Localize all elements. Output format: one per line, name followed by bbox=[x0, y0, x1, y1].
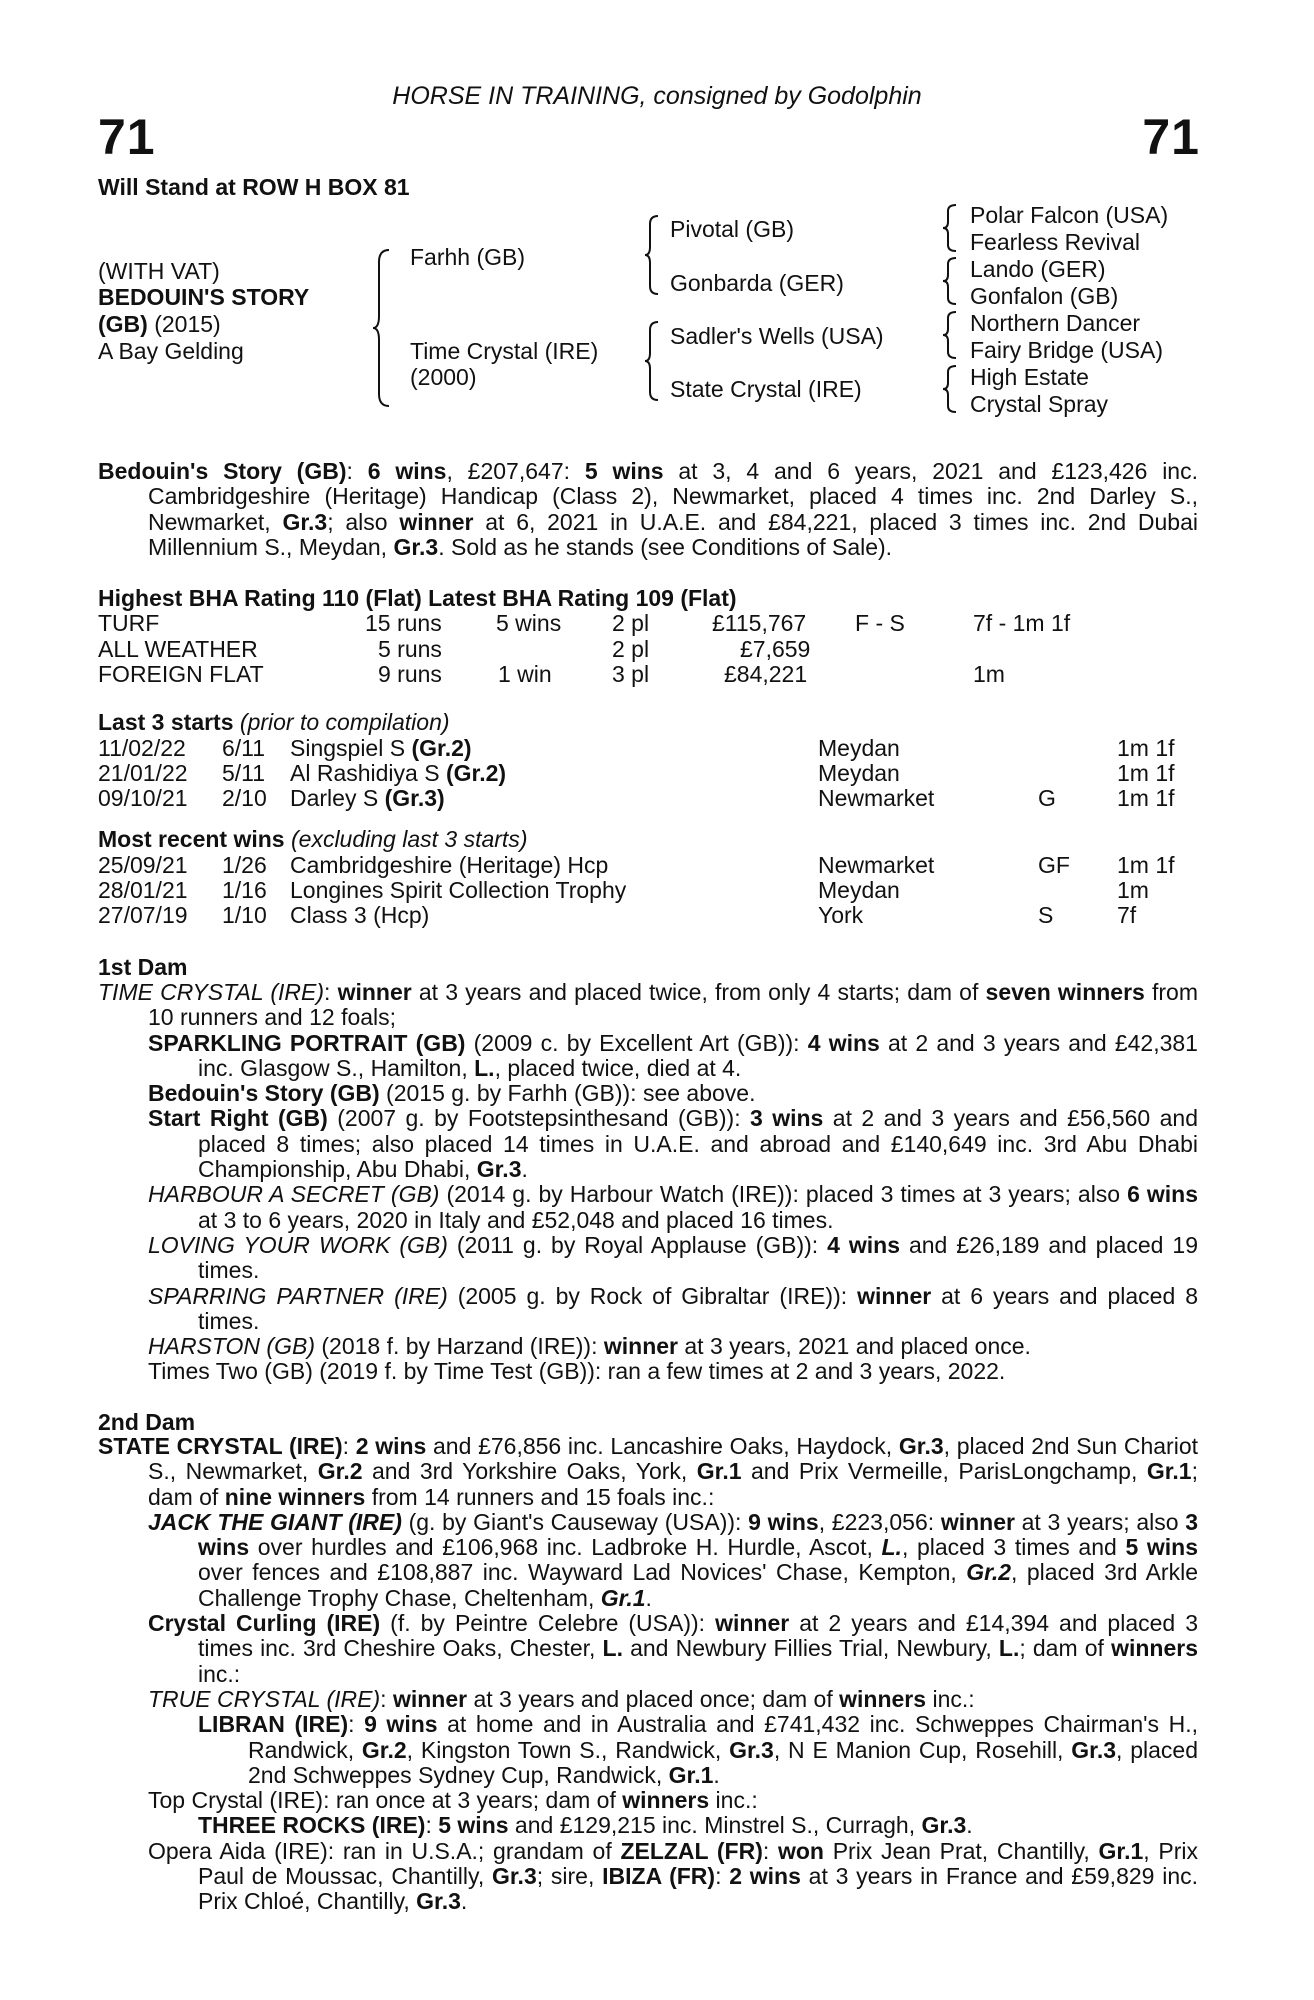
text: from 10 runners and 12 foals; bbox=[148, 979, 1198, 1031]
text-bold: Gr.3 bbox=[921, 1812, 967, 1839]
progeny-name: TRUE CRYSTAL (IRE) bbox=[148, 1685, 381, 1712]
text-bold: Gr.1 bbox=[1146, 1458, 1192, 1485]
text: (g. by Giant's Causeway (USA)): bbox=[401, 1508, 749, 1535]
pedigree-dds: High Estate bbox=[970, 364, 1089, 390]
summary-wins: 5 wins bbox=[584, 458, 664, 484]
last3-subtitle: (prior to compilation) bbox=[239, 709, 450, 735]
summary-grade: Gr.3 bbox=[393, 533, 439, 560]
recent-distance: 7f bbox=[1117, 902, 1137, 928]
recent-position: 1/10 bbox=[222, 902, 267, 928]
text-bold: winners bbox=[1111, 1635, 1198, 1662]
lot-number-right: 71 bbox=[1142, 109, 1200, 165]
progeny-entry bbox=[148, 1106, 1198, 1182]
text-bold: L. bbox=[474, 1054, 495, 1081]
summary-text: , £207,647: bbox=[446, 458, 585, 484]
recent-position: 1/16 bbox=[222, 877, 267, 903]
text: : bbox=[342, 1433, 356, 1459]
recent-course: Meydan bbox=[818, 877, 900, 903]
progeny-name: Crystal Curling (IRE) bbox=[148, 1610, 381, 1637]
text-bold: L. bbox=[881, 1534, 902, 1561]
text: (2014 g. by Harbour Watch (IRE)): placed 3 times at 3 years; also bbox=[439, 1181, 1128, 1208]
text: , placed twice, died at 4. bbox=[494, 1054, 742, 1081]
last3-race-grade: (Gr.2) bbox=[445, 760, 507, 786]
text: and Newbury Fillies Trial, Newbury, bbox=[622, 1635, 999, 1662]
last3-course: Newmarket bbox=[818, 785, 935, 811]
pedigree-ds: Sadler's Wells (USA) bbox=[670, 323, 884, 349]
text: at 2 years and £14,394 and placed 3 times inc. 3rd Cheshire Oaks, Chester, bbox=[198, 1610, 1198, 1662]
text: ; dam of bbox=[1019, 1635, 1112, 1662]
text: inc.: bbox=[198, 1660, 241, 1687]
text: : bbox=[324, 979, 338, 1005]
second-dam-intro bbox=[98, 1434, 1198, 1510]
recent-distance: 1m bbox=[1117, 877, 1149, 903]
ratings-placed: 2 pl bbox=[612, 636, 650, 662]
last3-race bbox=[290, 735, 472, 762]
summary-text: ; also bbox=[327, 508, 400, 535]
text-bold: 4 wins bbox=[807, 1029, 880, 1056]
text-bold: Gr.3 bbox=[476, 1156, 522, 1183]
pedigree-brace-3c bbox=[942, 310, 958, 360]
ratings-wins: 5 wins bbox=[496, 610, 562, 636]
recent-heading bbox=[98, 826, 527, 853]
horse-name: BEDOUIN'S STORY bbox=[98, 284, 310, 310]
first-dam-intro bbox=[98, 980, 1198, 1031]
progeny-entry bbox=[148, 1284, 1198, 1335]
text: , Kingston Town S., Randwick, bbox=[406, 1736, 730, 1763]
text-bold: winner bbox=[603, 1333, 678, 1360]
text: at 3 years, 2021 and placed once. bbox=[678, 1333, 1031, 1360]
recent-race: Cambridgeshire (Heritage) Hcp bbox=[290, 852, 609, 878]
ratings-placed: 3 pl bbox=[612, 661, 650, 687]
text-bold: winner bbox=[857, 1282, 932, 1309]
text: over fences and £108,887 inc. Wayward Lad Novices' Chase, Kempton, bbox=[198, 1559, 967, 1586]
text: : bbox=[348, 1711, 365, 1738]
recent-race: Class 3 (Hcp) bbox=[290, 902, 430, 928]
text-bold: Gr.3 bbox=[729, 1736, 774, 1763]
progeny-entry bbox=[148, 1182, 1198, 1233]
progeny-name: LOVING YOUR WORK (GB) bbox=[148, 1231, 448, 1258]
recent-subtitle: (excluding last 3 starts) bbox=[291, 826, 528, 852]
recent-date: 25/09/21 bbox=[98, 852, 188, 878]
progeny-entry bbox=[148, 1081, 1198, 1106]
recent-position: 1/26 bbox=[222, 852, 267, 878]
last3-title: Last 3 starts bbox=[98, 709, 234, 735]
recent-distance: 1m 1f bbox=[1117, 852, 1175, 878]
last3-heading bbox=[98, 709, 450, 736]
last3-course: Meydan bbox=[818, 760, 900, 786]
progeny-entry bbox=[148, 1687, 1198, 1712]
text-bold: 3 wins bbox=[750, 1105, 824, 1132]
text-bold: IBIZA (FR) bbox=[602, 1863, 716, 1890]
horse-country-year bbox=[98, 311, 221, 338]
text: . bbox=[713, 1761, 720, 1788]
pedigree-ss: Pivotal (GB) bbox=[670, 216, 794, 242]
text: , placed 3 times and bbox=[901, 1534, 1126, 1561]
progeny-name: Start Right (GB) bbox=[148, 1105, 328, 1132]
ratings-amount: £84,221 bbox=[724, 661, 808, 687]
text: and £129,215 inc. Minstrel S., Curragh, bbox=[508, 1812, 922, 1839]
text-bold: winners bbox=[839, 1685, 927, 1712]
last3-course: Meydan bbox=[818, 735, 900, 761]
last3-position: 2/10 bbox=[222, 785, 267, 811]
progeny-entry bbox=[148, 1611, 1198, 1687]
text: : bbox=[715, 1863, 730, 1890]
recent-course: York bbox=[818, 902, 864, 928]
progeny-name: JACK THE GIANT (IRE) bbox=[148, 1508, 402, 1535]
ratings-amount: £115,767 bbox=[712, 610, 807, 636]
text: at 3 years and placed once; dam of bbox=[467, 1685, 840, 1712]
text: . bbox=[521, 1156, 528, 1183]
text: ; sire, bbox=[536, 1863, 603, 1890]
pedigree-dsd: Fairy Bridge (USA) bbox=[970, 337, 1163, 363]
pedigree-dam: Time Crystal (IRE) bbox=[410, 338, 599, 364]
summary-name: Bedouin's Story (GB) bbox=[98, 458, 347, 484]
text-bold: winners bbox=[622, 1787, 710, 1814]
last3-position: 6/11 bbox=[222, 735, 266, 761]
last3-date: 09/10/21 bbox=[98, 785, 188, 811]
progeny-name: SPARRING PARTNER (IRE) bbox=[148, 1282, 448, 1309]
last3-distance: 1m 1f bbox=[1117, 785, 1175, 811]
recent-date: 27/07/19 bbox=[98, 902, 188, 928]
text: at home and in Australia and £741,432 inc. Schweppes Chairman's H., Randwick, bbox=[248, 1711, 1198, 1763]
pedigree-dss: Northern Dancer bbox=[970, 310, 1141, 336]
text: inc.: bbox=[926, 1685, 975, 1712]
progeny-entry bbox=[148, 1510, 1198, 1611]
last3-race bbox=[290, 760, 506, 787]
last3-race-name: Al Rashidiya S bbox=[290, 760, 446, 786]
progeny-name: HARBOUR A SECRET (GB) bbox=[148, 1181, 440, 1208]
last3-race-grade: (Gr.2) bbox=[411, 735, 472, 761]
last3-going: G bbox=[1038, 785, 1056, 811]
text: ; dam of bbox=[148, 1458, 1198, 1510]
ratings-label: ALL WEATHER bbox=[98, 636, 258, 662]
horse-description: A Bay Gelding bbox=[98, 338, 244, 364]
race-summary bbox=[98, 459, 1198, 560]
pedigree-brace-3b bbox=[942, 256, 958, 306]
text: , N E Manion Cup, Rosehill, bbox=[773, 1736, 1072, 1763]
recent-race: Longines Spirit Collection Trophy bbox=[290, 877, 627, 903]
pedigree-sd: Gonbarda (GER) bbox=[670, 270, 844, 296]
last3-race bbox=[290, 785, 445, 812]
text-bold: L. bbox=[602, 1635, 623, 1662]
text: , placed 2nd Schweppes Sydney Cup, Randwick, bbox=[248, 1736, 1199, 1788]
text: at 3 years in France and £59,829 inc. Prix Chloé, Chantilly, bbox=[198, 1863, 1198, 1915]
progeny-name: THREE ROCKS (IRE) bbox=[198, 1812, 426, 1839]
progeny-entry bbox=[148, 1031, 1198, 1082]
last3-date: 11/02/22 bbox=[98, 735, 186, 761]
text: and 3rd Yorkshire Oaks, York, bbox=[362, 1458, 697, 1485]
text-bold: Gr.2 bbox=[966, 1559, 1012, 1586]
pedigree-brace-3a bbox=[942, 203, 958, 253]
ratings-distance: 1m bbox=[973, 661, 1005, 687]
text: , Prix Paul de Moussac, Chantilly, bbox=[198, 1837, 1198, 1890]
text-bold: 3 wins bbox=[198, 1508, 1199, 1561]
text-bold: nine winners bbox=[224, 1483, 366, 1510]
pedigree-dam-year: (2000) bbox=[410, 364, 477, 390]
text-bold: Gr.2 bbox=[317, 1458, 363, 1485]
progeny-entry bbox=[198, 1813, 1198, 1838]
text-bold: winner bbox=[715, 1610, 790, 1637]
pedigree-brace-2b bbox=[644, 320, 660, 402]
ratings-runs: 9 runs bbox=[378, 661, 442, 687]
last3-distance: 1m 1f bbox=[1117, 760, 1175, 786]
page-header: HORSE IN TRAINING, consigned by Godolphin bbox=[392, 82, 922, 110]
recent-date: 28/01/21 bbox=[98, 877, 188, 903]
text: , placed 2nd Sun Chariot S., Newmarket, bbox=[148, 1433, 1198, 1485]
text-bold: winner bbox=[392, 1685, 468, 1712]
text-bold: Gr.2 bbox=[361, 1736, 407, 1763]
progeny-entry bbox=[148, 1334, 1198, 1359]
text: (2007 g. by Footstepsinthesand (GB)): bbox=[327, 1105, 751, 1132]
ratings-title: Highest BHA Rating 110 (Flat) Latest BHA Rating 109 (Flat) bbox=[98, 585, 737, 611]
ratings-placed: 2 pl bbox=[612, 610, 650, 636]
recent-title: Most recent wins bbox=[98, 826, 285, 852]
ratings-wins: 1 win bbox=[498, 661, 552, 687]
text-bold: 6 wins bbox=[1127, 1181, 1198, 1208]
text-bold: 9 wins bbox=[748, 1508, 819, 1535]
text: (2018 f. by Harzand (IRE)): bbox=[314, 1333, 604, 1360]
ratings-runs: 15 runs bbox=[365, 610, 442, 636]
progeny-entry bbox=[148, 1839, 1198, 1915]
text: at 3 years; also bbox=[1014, 1508, 1186, 1535]
text-bold: seven winners bbox=[985, 979, 1145, 1005]
text-bold: Gr.3 bbox=[898, 1433, 944, 1459]
summary-grade: Gr.3 bbox=[282, 508, 328, 535]
dam-name: TIME CRYSTAL (IRE) bbox=[98, 979, 325, 1005]
text-bold: 9 wins bbox=[364, 1711, 438, 1738]
text: at 6 years and placed 8 times. bbox=[198, 1282, 1198, 1334]
ratings-label: FOREIGN FLAT bbox=[98, 661, 264, 687]
text: at 3 years and placed twice, from only 4 starts; dam of bbox=[411, 979, 986, 1005]
last3-race-name: Singspiel S bbox=[290, 735, 412, 761]
stand-location: Will Stand at ROW H BOX 81 bbox=[98, 174, 410, 200]
progeny-entry bbox=[148, 1233, 1198, 1284]
first-dam-section bbox=[98, 980, 1198, 1385]
text-bold: winner bbox=[940, 1508, 1015, 1535]
vat-note: (WITH VAT) bbox=[98, 258, 220, 284]
text-bold: ZELZAL (FR) bbox=[620, 1837, 763, 1864]
recent-going: GF bbox=[1038, 852, 1070, 878]
pedigree-brace-1 bbox=[372, 248, 392, 408]
first-dam-heading: 1st Dam bbox=[98, 954, 188, 980]
recent-course: Newmarket bbox=[818, 852, 935, 878]
text-bold: Gr.3 bbox=[1071, 1736, 1117, 1763]
horse-country: (GB) bbox=[98, 311, 148, 337]
progeny-entry bbox=[198, 1712, 1198, 1788]
text-bold: Gr.3 bbox=[491, 1863, 537, 1890]
text: and Prix Vermeille, ParisLongchamp, bbox=[741, 1458, 1147, 1485]
lot-number-left: 71 bbox=[98, 109, 156, 165]
text: : bbox=[425, 1812, 439, 1839]
ratings-label: TURF bbox=[98, 610, 160, 636]
text: . bbox=[966, 1812, 973, 1839]
second-dam-heading: 2nd Dam bbox=[98, 1409, 196, 1435]
text: at 2 and 3 years and £56,560 and placed 8 times; also placed 14 times in U.A.E. and abroad and £140,649 inc. 3rd Abu Dhabi Championship, Abu Dhabi, bbox=[198, 1105, 1199, 1183]
text-bold: winner bbox=[337, 979, 412, 1005]
text-bold: Gr.1 bbox=[600, 1584, 646, 1611]
text: Opera Aida (IRE): ran in U.S.A.; grandam of bbox=[148, 1837, 621, 1864]
text-bold: 2 wins bbox=[355, 1433, 427, 1459]
text-bold: L. bbox=[998, 1635, 1020, 1662]
pedigree-ddd: Crystal Spray bbox=[970, 391, 1109, 417]
progeny-name: Bedouin's Story (GB) bbox=[148, 1080, 380, 1107]
text: . bbox=[645, 1584, 652, 1611]
text: (2015 g. by Farhh (GB)): see above. bbox=[379, 1080, 756, 1107]
text: from 14 runners and 15 foals inc.: bbox=[365, 1483, 715, 1510]
summary-wins: 6 wins bbox=[367, 458, 447, 484]
pedigree-brace-2a bbox=[644, 214, 660, 296]
text-bold: won bbox=[777, 1837, 824, 1864]
last3-position: 5/11 bbox=[222, 760, 266, 786]
text: Top Crystal (IRE): ran once at 3 years; dam of bbox=[148, 1787, 623, 1814]
second-dam-section bbox=[98, 1434, 1198, 1915]
progeny-name: HARSTON (GB) bbox=[148, 1333, 315, 1360]
text-bold: Gr.1 bbox=[696, 1458, 742, 1485]
summary-winner: winner bbox=[399, 508, 474, 535]
pedigree-brace-3d bbox=[942, 364, 958, 414]
text: : bbox=[762, 1837, 778, 1864]
pedigree-sdd: Gonfalon (GB) bbox=[970, 283, 1119, 309]
summary-text: : bbox=[346, 458, 368, 484]
text-bold: 5 wins bbox=[1125, 1534, 1198, 1561]
text: (f. by Peintre Celebre (USA)): bbox=[380, 1610, 716, 1637]
text: Times Two (GB) (2019 f. by Time Test (GB)): ran a few times at 2 and 3 years, 2022. bbox=[148, 1358, 1006, 1385]
text: , placed 3rd Arkle Challenge Trophy Chase, Cheltenham, bbox=[198, 1559, 1198, 1611]
pedigree-sds: Lando (GER) bbox=[970, 256, 1106, 282]
pedigree-ssd: Fearless Revival bbox=[970, 229, 1140, 255]
text: (2005 g. by Rock of Gibraltar (IRE)): bbox=[447, 1282, 858, 1309]
horse-year: (2015) bbox=[154, 311, 221, 337]
text: and £26,189 and placed 19 times. bbox=[198, 1231, 1198, 1284]
progeny-entry bbox=[148, 1788, 1198, 1813]
last3-race-grade: (Gr.3) bbox=[384, 785, 445, 811]
ratings-going: F - S bbox=[855, 610, 905, 636]
ratings-distance: 7f - 1m 1f bbox=[973, 610, 1071, 636]
dam-name: STATE CRYSTAL (IRE) bbox=[98, 1433, 343, 1459]
text: at 2 and 3 years and £42,381 inc. Glasgow S., Hamilton, bbox=[198, 1029, 1198, 1081]
summary-text: . Sold as he stands (see Conditions of Sale). bbox=[438, 533, 893, 560]
text: (2009 c. by Excellent Art (GB)): bbox=[465, 1029, 808, 1056]
recent-going: S bbox=[1038, 902, 1054, 928]
progeny-name: SPARKLING PORTRAIT (GB) bbox=[148, 1029, 466, 1056]
text: Prix Jean Prat, Chantilly, bbox=[823, 1837, 1099, 1864]
text: . bbox=[460, 1888, 468, 1915]
progeny-name: LIBRAN (IRE) bbox=[198, 1711, 349, 1738]
text: and £76,856 inc. Lancashire Oaks, Haydock, bbox=[426, 1433, 899, 1459]
pedigree-sire: Farhh (GB) bbox=[410, 244, 526, 270]
text-bold: Gr.1 bbox=[668, 1761, 714, 1788]
pedigree-dd: State Crystal (IRE) bbox=[670, 376, 862, 402]
last3-date: 21/01/22 bbox=[98, 760, 188, 786]
last3-race-name: Darley S bbox=[290, 785, 385, 811]
ratings-runs: 5 runs bbox=[378, 636, 442, 662]
ratings-amount: £7,659 bbox=[740, 636, 811, 662]
text-bold: 5 wins bbox=[438, 1812, 509, 1839]
text-bold: Gr.1 bbox=[1098, 1837, 1144, 1864]
text-bold: 4 wins bbox=[827, 1231, 901, 1258]
progeny-entry bbox=[148, 1359, 1198, 1384]
text: , £223,056: bbox=[818, 1508, 941, 1535]
summary-text: at 6, 2021 in U.A.E. and £84,221, placed 3 times inc. 2nd Dubai Millennium S., Meydan, bbox=[148, 508, 1198, 560]
pedigree-sss: Polar Falcon (USA) bbox=[970, 202, 1169, 228]
text: inc.: bbox=[709, 1787, 758, 1814]
text-bold: 2 wins bbox=[729, 1863, 801, 1890]
last3-distance: 1m 1f bbox=[1117, 735, 1175, 761]
text: (2011 g. by Royal Applause (GB)): bbox=[447, 1231, 828, 1258]
text: : bbox=[380, 1685, 393, 1712]
text-bold: Gr.3 bbox=[416, 1888, 461, 1915]
text: over hurdles and £106,968 inc. Ladbroke H. Hurdle, Ascot, bbox=[249, 1534, 882, 1561]
text: at 3 to 6 years, 2020 in Italy and £52,048 and placed 16 times. bbox=[198, 1206, 834, 1233]
summary-text: at 3, 4 and 6 years, 2021 and £123,426 inc. Cambridgeshire (Heritage) Handicap (Class 2), Newmarket, placed 4 times inc. 2nd Darley S., Newmarket, bbox=[148, 458, 1198, 535]
